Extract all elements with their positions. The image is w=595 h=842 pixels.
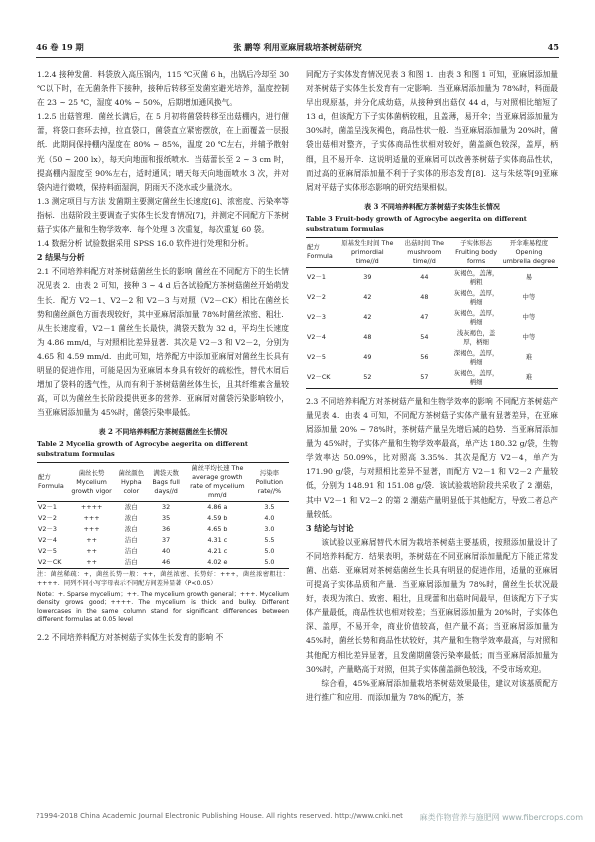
table-3-cell: 52	[338, 368, 396, 389]
table-2-cell: V2－4	[38, 536, 57, 545]
table-3-cell: 中等	[522, 333, 536, 342]
table-2-cell: 40	[162, 547, 171, 556]
right-column	[306, 68, 558, 705]
table-3-cell: V2－2	[307, 293, 326, 302]
table-2-cell: +++	[83, 525, 100, 534]
table-2-cell: 32	[162, 503, 171, 512]
table-2-cell: V2－3	[38, 525, 57, 534]
conclusion-paragraph-2: 综合看，45%亚麻屑添加量栽培茶树菇效果最佳，建议对该基质配方进行推广和应用．而添加量为 78%的配方，茶	[306, 678, 558, 702]
table-2-cell: 洁白	[115, 557, 147, 569]
table-2	[37, 462, 289, 569]
header-rule	[36, 57, 559, 58]
table-3-cell: 深褐色，盖厚，柄细	[453, 348, 499, 366]
table-3-cell: V2－1	[307, 273, 326, 282]
running-header	[36, 42, 559, 56]
table-2-cell: 洁白	[124, 547, 138, 556]
table-3-cell: 42	[363, 313, 372, 322]
table-3-cell: 56	[420, 353, 429, 362]
table-2-cell: 3.5	[264, 503, 275, 512]
table-3-cell: 易	[525, 273, 533, 282]
table-3-row	[306, 267, 558, 288]
table-2-cell: V2－2	[38, 514, 57, 523]
table-3-cell: 48	[420, 293, 429, 302]
table-3-cell: 57	[396, 368, 452, 389]
t3-header-forms: 子实体形态 Fruiting body forms	[452, 237, 500, 267]
table-3-cell: 难	[525, 353, 533, 362]
table-3-cell: 灰褐色，盖厚，柄细	[453, 308, 499, 326]
table-2-cell: 4.31 c	[207, 536, 228, 545]
table-2-caption: 表 2 不同培养料配方茶树菇菌丝生长情况	[98, 427, 228, 437]
table-2-cell: 46	[147, 557, 184, 569]
t2-header-formula: 配方 Formula	[37, 463, 68, 502]
table-2-cell: ++	[86, 536, 97, 545]
table-3-row	[306, 368, 558, 389]
table-2-cell: V2－CK	[37, 557, 68, 569]
section-2-2-cont: 同配方子实体发育情况见表 3 和图 1．由表 3 和图 1 可知，亚麻屑添加量对茶树菇子实体生长发育有一定影响．当亚麻屑添加量为 78%时，料面最早出现原基，并分化成幼菇，从接种到出菇仅 44 d，与对照相比缩短了 13 d，但该配方下子实体菌柄较粗，且盖薄，易开伞；当亚麻屑添加量为 30%时，菌盖呈浅灰褐色，商品性状一般．当亚麻屑添加量为 20%时，菌袋出菇相对整齐，子实体商品性状相对较好，菌盖颜色较深，盖厚，柄细，且不易开伞．这说明适量的亚麻屑可以改善茶树菇子实体商品性状，而过高的亚麻屑添加量不利于子实体的形态发育[8]．这与朱炫等[9]亚麻屑对平菇子实体形态影响的研究结果相似。	[306, 70, 558, 192]
table-2-cell: 4.21 c	[207, 547, 228, 556]
section-1-3: 1.3 测定项目与方法 发菌期主要测定菌丝生长速度[6]、浓密度、污染率等指标．出菇阶段主要调查子实体生长发育情况[7]，并测定不同配方下茶树菇子实体产量和生物学效率．每个处理 3 次重复，每次重复 60 袋。	[37, 196, 289, 235]
table-2-cell: 浓白	[124, 514, 138, 523]
section-2-1: 2.1 不同培养料配方对茶树菇菌丝生长的影响 菌丝在不同配方下的生长情况见表 2．由表 2 可知，接种 3 ~ 4 d 后各试验配方茶树菇菌丝开始萌发生长．配方 V2－1、V2－2 和 V2－3 与对照（V2－CK）相比在菌丝长势和菌丝颜色方面表现较好，其中亚麻屑添加量 78%时菌丝浓密、粗壮．从生长速度看，V2－1 菌丝生长最快，满袋天数为 32 d，平均生长速度为 4.86 mm/d，与对照相比差异显著．其次是 V2－3 和 V2－2，分别为 4.65 和 4.59 mm/d．由此可知，培养配方中添加亚麻屑对菌丝生长具有明显的促进作用，可能是因为亚麻屑本身具有较好的疏松性，替代木屑后增加了袋料的透气性，从而有利于茶树菇菌丝体生长，且其纤维素含量较高，可以为菌丝生长阶段提供更多的营养．亚麻屑对菌袋污染影响较小，当亚麻屑添加量为 45%时，菌袋污染率最低。	[37, 267, 289, 418]
table-2-row	[37, 557, 289, 569]
table-2-cell: 洁白	[124, 536, 138, 545]
table-3-row	[306, 308, 558, 328]
table-3-cell: V2－3	[307, 313, 326, 322]
table-2-cell: 4.59 b	[207, 514, 228, 523]
table-3-caption-en: Table 3 Fruit-body growth of Agrocybe aegerita on different substratum formulas	[306, 214, 527, 233]
table-2-cell: 4.86 a	[207, 503, 228, 512]
table-2-cell: 3.0	[264, 525, 275, 534]
table-2-note-en: Note：+. Sparse mycelium；++. The mycelium growth general；+++. Mycelium density grows good；++++. The mycelium is thick and bulky. Different lowercases in the same column stand for significant differences between different formulas at 0.05 level	[37, 590, 289, 624]
table-2-cell: V2－5	[38, 547, 57, 556]
t2-header-pollution: 污染率 Pollution rate//%	[250, 463, 289, 502]
table-3-cell: V2－CK	[306, 368, 338, 389]
article-title-header: 张 鹏等 利用亚麻屑栽培茶树菇研究	[233, 42, 362, 52]
table-3-cell: 中等	[522, 293, 536, 302]
table-2-cell: 浓白	[124, 503, 138, 512]
table-3-cell: 灰褐色，盖厚，柄细	[453, 288, 499, 306]
page-number: 45	[547, 42, 559, 52]
volume-issue: 46 卷 19 期	[36, 42, 84, 52]
table-3-row	[306, 348, 558, 368]
t2-header-days: 满袋天数 Bags full days//d	[147, 463, 184, 502]
table-2-cell: 36	[162, 525, 171, 534]
table-2-row	[37, 524, 289, 535]
table-2-cell: 4.65 b	[207, 525, 228, 534]
table-2-cell: +++	[83, 514, 100, 523]
section-2-heading: 2 结果与分析	[37, 253, 85, 263]
table-3	[306, 237, 558, 389]
table-2-cell: ++	[68, 557, 115, 569]
table-3-body	[306, 267, 558, 388]
table-2-cell: 5.0	[250, 557, 289, 569]
table-3-cell: 54	[420, 333, 429, 342]
table-2-cell: ++	[86, 547, 97, 556]
conclusion-paragraph-1: 该试验以亚麻屑替代木屑为栽培茶树菇主要基质，按照添加量设计了不同培养料配方．结果表明，茶树菇在不同亚麻屑添加量配方下能正常发菌、出菇．亚麻屑对茶树菇菌丝生长具有明显的促进作用，适量的亚麻屑可提高子实体品质和产量．当亚麻屑添加量为 78%时，菌丝生长状况最好，表现为浓白、致密、粗壮，且现蕾和出菇时间最早，但该配方下子实体产量最低，商品性状也相对较差；当亚麻屑添加量为 20%时，子实体色深、盖厚，不易开伞，商业价值较高，但产量不高；当亚麻屑添加量为 45%时，菌丝长势和商品性状较好，其产量和生物学效率最高，与对照和其他配方相比差异显著，且发菌期菌袋污染率最低；而当亚麻屑添加量为 30%时，产量略高于对照，但其子实体菌盖颜色较浅，不受市场欢迎。	[306, 537, 558, 674]
table-3-cell: 难	[500, 368, 558, 389]
section-2-2: 2.2 不同培养料配方对茶树菇子实体生长发育的影响 不	[37, 632, 224, 642]
t3-header-opening: 开伞难易程度 Opening umbrella degree	[500, 237, 558, 267]
table-2-cell: 5.0	[264, 547, 275, 556]
table-2-cell: 35	[162, 514, 171, 523]
table-2-cell: 4.02 e	[185, 557, 250, 569]
section-1-2-5: 1.2.5 出菇管理．菌丝长满后，在 5 月初将菌袋转移至出菇棚内，进行催蕾，将袋口套环去掉，拉直袋口，菌袋直立紧密摆放，在上面覆盖一层报纸．此期间保持棚内湿度在 80% ~ 85%，温度 20 ℃左右，并辅予散射光（50 ~ 200 lx），每天向地面和报纸喷水．当菇蕾长至 2 ~ 3 cm 时，提高棚内湿度至 90%左右，适时通风；晴天每天向地面喷水 3 次，并对袋内进行微喷，保持料面湿润，阴雨天不浇水或少量浇水。	[37, 112, 289, 192]
copyright-footer: ?1994-2018 China Academic Journal Electronic Publishing House. All rights reserved. http://www.cnki.net	[36, 812, 403, 820]
table-3-caption: 表 3 不同培养料配方茶树菇子实体生长情况	[364, 201, 500, 211]
table-3-cell: 浅灰褐色，盖厚，柄细	[456, 328, 496, 346]
table-2-cell: V2－1	[38, 503, 57, 512]
t3-header-formula: 配方 Formula	[306, 237, 338, 267]
table-3-cell: 49	[363, 353, 372, 362]
table-3-cell: 42	[363, 293, 372, 302]
table-2-row	[37, 535, 289, 546]
table-2-caption-en: Table 2 Mycelia growth of Agrocybe aegerita on different substratum formulas	[37, 440, 248, 459]
table-3-cell: V2－4	[307, 333, 326, 342]
section-1-2-4: 1.2.4 接种发菌．料袋放入高压锅内，115 ℃灭菌 6 h，出锅后冷却至 30 ℃以下时，在无菌条件下接种，接种后转移至发菌室避光培养，温度控制在 23 ~ 25 ℃，湿度 40% ~ 50%，后期增加通风换气。	[37, 70, 289, 108]
table-2-cell: 5.5	[264, 536, 275, 545]
watermark: 麻类作物营养与施肥网 www.fibercrops.com	[419, 813, 583, 822]
table-3-row	[306, 288, 558, 308]
table-2-row	[37, 502, 289, 514]
table-3-cell: 48	[363, 333, 372, 342]
t3-header-primordia: 原基发生时间 The primordial time//d	[338, 237, 396, 267]
table-2-note: 注：菌丝稀疏：+，菌丝长势一般：++，菌丝浓密、长势好：+++，菌丝浓密粗壮：++++．同列不同小写字母表示不同配方间差异显著（P<0.05）	[37, 571, 289, 587]
table-3-cell: V2－5	[307, 353, 326, 362]
t2-header-rate: 菌丝平均长速 The average growth rate of mycelium mm/d	[185, 463, 250, 502]
table-2-cell: 37	[162, 536, 171, 545]
table-2-row	[37, 546, 289, 557]
t2-header-growth: 菌丝长势 Mycelium growth vigor	[68, 463, 115, 502]
table-3-cell: 39	[363, 273, 372, 282]
table-3-cell: 47	[420, 313, 429, 322]
table-2-row	[37, 513, 289, 524]
table-3-cell: 44	[420, 273, 429, 282]
table-3-row	[306, 328, 558, 348]
table-2-body	[37, 502, 289, 569]
section-3-heading: 3 结论与讨论	[306, 523, 354, 533]
table-3-cell: 灰褐色，盖薄，柄粗	[453, 268, 499, 286]
t2-header-color: 菌丝颜色 Hypha color	[115, 463, 147, 502]
table-3-cell: 中等	[522, 313, 536, 322]
table-3-cell: 灰褐色，盖厚，柄细	[452, 368, 500, 389]
t3-header-mushroom: 出菇时间 The mushroom time//d	[396, 237, 452, 267]
table-2-cell: ++++	[80, 503, 103, 512]
left-column	[37, 68, 289, 645]
section-1-4: 1.4 数据分析 试验数据采用 SPSS 16.0 软件进行处理和分析。	[37, 239, 254, 249]
table-2-cell: 4.0	[264, 514, 275, 523]
section-2-3: 2.3 不同培养料配方对茶树菇产量和生物学效率的影响 不同配方茶树菇产量见表 4．由表 4 可知，不同配方茶树菇子实体产量有显著差异，在亚麻屑添加量 20% ~ 78%时，茶树菇产量呈先增后减的趋势．当亚麻屑添加量为 45%时，子实体产量和生物学效率最高，单产达 180.32 g/袋，生物学效率达 50.09%，比对照高 3.35%．其次是配方 V2－4，单产为 171.90 g/袋，与对照相比差异不显著，而配方 V2－1 和 V2－2 产量较低，分别为 148.91 和 151.08 g/袋．该试验栽培阶段共采收了 2 潮菇，其中 V2－1 和 V2－2 的第 2 潮菇产量明显低于其他配方，导致二者总产量较低。	[306, 396, 558, 519]
table-2-cell: 浓白	[124, 525, 138, 534]
